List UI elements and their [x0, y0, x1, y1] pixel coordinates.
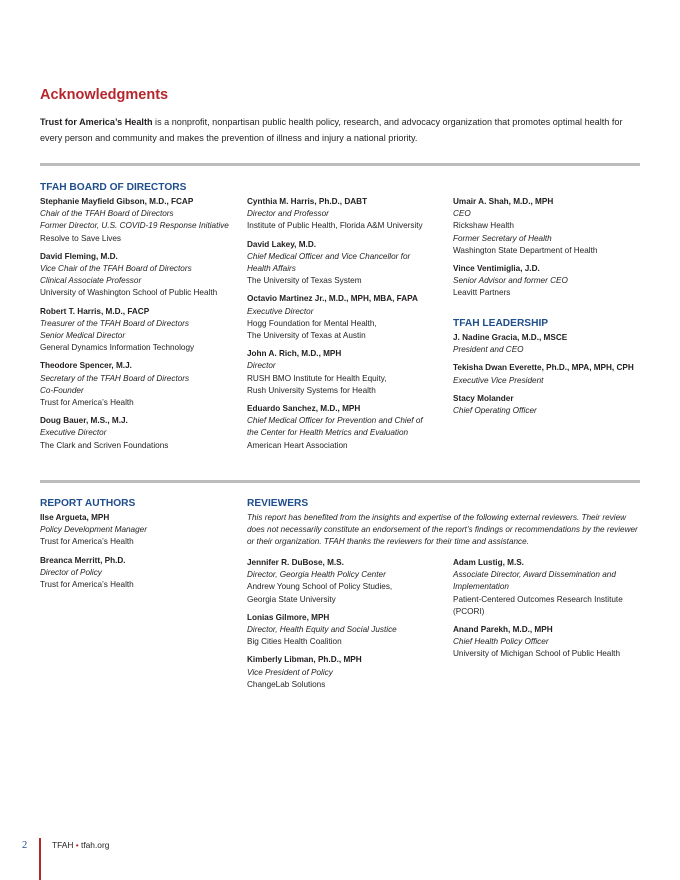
intro-paragraph	[40, 114, 640, 146]
person-affiliation: Trust for America’s Health	[40, 537, 134, 547]
person-title: Senior Advisor and former CEO	[453, 276, 568, 286]
person-name: Jennifer R. DuBose, M.S.	[247, 558, 344, 567]
person-entry	[453, 196, 653, 257]
person-name: Tekisha Dwan Everette, Ph.D., MPA, MPH, CPH	[453, 363, 634, 373]
board-list-3	[453, 196, 653, 300]
person-entry	[453, 263, 653, 300]
board-column-3	[453, 196, 653, 306]
person-name: Umair A. Shah, M.D., MPH	[453, 197, 554, 206]
person-entry	[247, 348, 447, 397]
person-title: Director, Georgia Health Policy Center	[247, 570, 386, 580]
person-affiliation: University of Michigan School of Public Health	[453, 649, 621, 659]
person-entry	[247, 612, 447, 649]
person-affiliation: American Heart Association	[247, 440, 348, 450]
person-title: Co-Founder	[40, 385, 84, 395]
person-name: Theodore Spencer, M.J.	[40, 361, 132, 371]
person-affiliation: Resolve to Save Lives	[40, 233, 122, 243]
person-title: Director, Health Equity and Social Justice	[247, 625, 397, 635]
person-entry	[247, 654, 447, 691]
authors-list	[40, 512, 240, 591]
person-entry	[453, 624, 653, 661]
person-name: David Lakey, M.D.	[247, 239, 317, 249]
person-title: the Center for Health Metrics and Evaluation	[247, 428, 409, 438]
person-name: John A. Rich, M.D., MPH	[247, 349, 342, 359]
person-title: Treasurer of the TFAH Board of Directors	[40, 318, 189, 328]
person-name: Eduardo Sanchez, M.D., MPH	[247, 404, 361, 414]
person-title: Chair of the TFAH Board of Directors	[40, 209, 174, 219]
reviewers-column-2	[453, 557, 653, 667]
board-list-1	[40, 196, 245, 452]
person-title: Director of Policy	[40, 567, 102, 577]
person-entry	[40, 555, 240, 592]
person-title: Chief Medical Officer for Prevention and Chief of	[247, 416, 423, 426]
person-affiliation: The University of Texas System	[247, 276, 362, 286]
person-title: Chief Operating Officer	[453, 406, 537, 416]
person-entry	[247, 196, 447, 233]
person-name: Cynthia M. Harris, Ph.D., DABT	[247, 197, 368, 206]
person-affiliation: Washington State Department of Health	[453, 245, 598, 255]
person-title: Former Director, U.S. COVID-19 Response Initiative	[40, 221, 229, 231]
board-column-2	[247, 196, 447, 458]
person-name: Kimberly Libman, Ph.D., MPH	[247, 655, 362, 665]
leadership-column	[453, 317, 653, 423]
person-entry	[40, 360, 245, 409]
person-entry	[453, 557, 653, 618]
person-title: President and CEO	[453, 345, 524, 355]
reviewers-heading: REVIEWERS	[247, 498, 309, 509]
person-name: Breanca Merritt, Ph.D.	[40, 555, 126, 565]
intro-org-name: Trust for America’s Health	[40, 117, 153, 127]
person-affiliation: ChangeLab Solutions	[247, 679, 326, 689]
page-number: 2	[22, 840, 28, 851]
person-entry	[453, 332, 653, 356]
person-title: Clinical Associate Professor	[40, 276, 142, 286]
person-entry	[40, 415, 245, 452]
footer-org: TFAH	[52, 840, 74, 850]
authors-heading: REPORT AUTHORS	[40, 498, 136, 509]
reviewers-list-1	[247, 557, 447, 691]
intro-text: is a nonprofit, nonpartisan public health policy, research, and advocacy organization that promotes optimal health for every person and community and makes the prevention of illness and injury a national priority.	[40, 117, 623, 143]
person-entry	[453, 362, 653, 386]
person-title: Senior Medical Director	[40, 331, 126, 341]
person-affiliation: The University of Texas at Austin	[247, 331, 366, 341]
person-name: Lonias Gilmore, MPH	[247, 612, 330, 622]
footer-text	[52, 839, 109, 851]
person-affiliation: Andrew Young School of Policy Studies,	[247, 582, 393, 592]
person-name: Stacy Molander	[453, 393, 514, 403]
person-affiliation: Georgia State University	[247, 594, 336, 604]
person-name: Doug Bauer, M.S., M.J.	[40, 416, 128, 426]
leadership-list	[453, 332, 653, 417]
person-title: Secretary of the TFAH Board of Directors	[40, 373, 190, 383]
person-title: Director and Professor	[247, 209, 329, 219]
person-entry	[40, 251, 245, 300]
footer-separator: •	[75, 840, 79, 850]
person-title: Chief Health Policy Officer	[453, 637, 549, 647]
person-affiliation: Hogg Foundation for Mental Health,	[247, 318, 377, 328]
person-title: Director	[247, 361, 276, 371]
leadership-heading: TFAH LEADERSHIP	[453, 318, 549, 329]
person-name: J. Nadine Gracia, M.D., MSCE	[453, 333, 568, 342]
person-affiliation: Trust for America’s Health	[40, 398, 134, 408]
person-name: Octavio Martinez Jr., M.D., MPH, MBA, FAPA	[247, 294, 418, 304]
footer-url[interactable]: tfah.org	[81, 840, 110, 850]
person-title: Executive Director	[247, 306, 314, 316]
person-affiliation: Trust for America’s Health	[40, 580, 134, 590]
person-title: Policy Development Manager	[40, 525, 147, 535]
person-title: CEO	[453, 209, 471, 219]
reviewers-blurb: This report has benefited from the insights and expertise of the following external reviewers. Their review does not necessarily constitute an endorsement of the report’s findings or recommendations by the reviewer or their organization. TFAH thanks the reviewers for their time and assistance.	[247, 513, 638, 547]
person-affiliation: Rickshaw Health	[453, 221, 514, 231]
person-title: Chief Medical Officer and Vice Chancellor for	[247, 251, 411, 261]
person-title: Executive Director	[40, 428, 107, 438]
person-affiliation: Leavitt Partners	[453, 288, 511, 298]
person-title: Health Affairs	[247, 264, 296, 274]
section-divider	[40, 480, 640, 483]
person-affiliation: The Clark and Scriven Foundations	[40, 440, 169, 450]
reviewers-list-2	[453, 557, 653, 661]
person-name: Ilse Argueta, MPH	[40, 513, 110, 522]
person-affiliation: General Dynamics Information Technology	[40, 343, 195, 353]
person-affiliation: Patient-Centered Outcomes Research Institute	[453, 594, 623, 604]
footer-accent-bar	[39, 838, 41, 880]
person-name: David Fleming, M.D.	[40, 251, 118, 261]
person-entry	[40, 512, 240, 549]
reviewers-column-1	[247, 557, 447, 697]
board-heading: TFAH BOARD OF DIRECTORS	[40, 182, 187, 193]
person-title: Implementation	[453, 582, 509, 592]
reviewers-section	[247, 497, 647, 555]
section-divider	[40, 163, 640, 166]
person-name: Vince Ventimiglia, J.D.	[453, 264, 540, 274]
person-title: Vice President of Policy	[247, 667, 333, 677]
person-title: Associate Director, Award Dissemination and	[453, 570, 616, 580]
board-list-2	[247, 196, 447, 452]
person-entry	[40, 196, 245, 245]
person-name: Anand Parekh, M.D., MPH	[453, 625, 553, 635]
person-name: Stephanie Mayfield Gibson, M.D., FCAP	[40, 197, 194, 206]
person-entry	[247, 239, 447, 288]
page-title: Acknowledgments	[40, 87, 169, 103]
person-entry	[40, 306, 245, 355]
person-affiliation: RUSH BMO Institute for Health Equity,	[247, 373, 387, 383]
person-title: Vice Chair of the TFAH Board of Directors	[40, 264, 192, 274]
person-name: Adam Lustig, M.S.	[453, 558, 524, 567]
person-affiliation: University of Washington School of Public Health	[40, 288, 218, 298]
person-name: Robert T. Harris, M.D., FACP	[40, 306, 150, 316]
person-entry	[247, 403, 447, 452]
person-title: Executive Vice President	[453, 375, 544, 385]
person-affiliation: (PCORI)	[453, 606, 485, 616]
person-entry	[453, 393, 653, 417]
authors-column	[40, 497, 240, 597]
person-affiliation: Big Cities Health Coalition	[247, 637, 342, 647]
board-column-1	[40, 181, 245, 458]
person-title: Former Secretary of Health	[453, 233, 552, 243]
person-entry	[247, 557, 447, 606]
person-affiliation: Institute of Public Health, Florida A&M University	[247, 221, 423, 231]
person-entry	[247, 293, 447, 342]
person-affiliation: Rush University Systems for Health	[247, 385, 376, 395]
